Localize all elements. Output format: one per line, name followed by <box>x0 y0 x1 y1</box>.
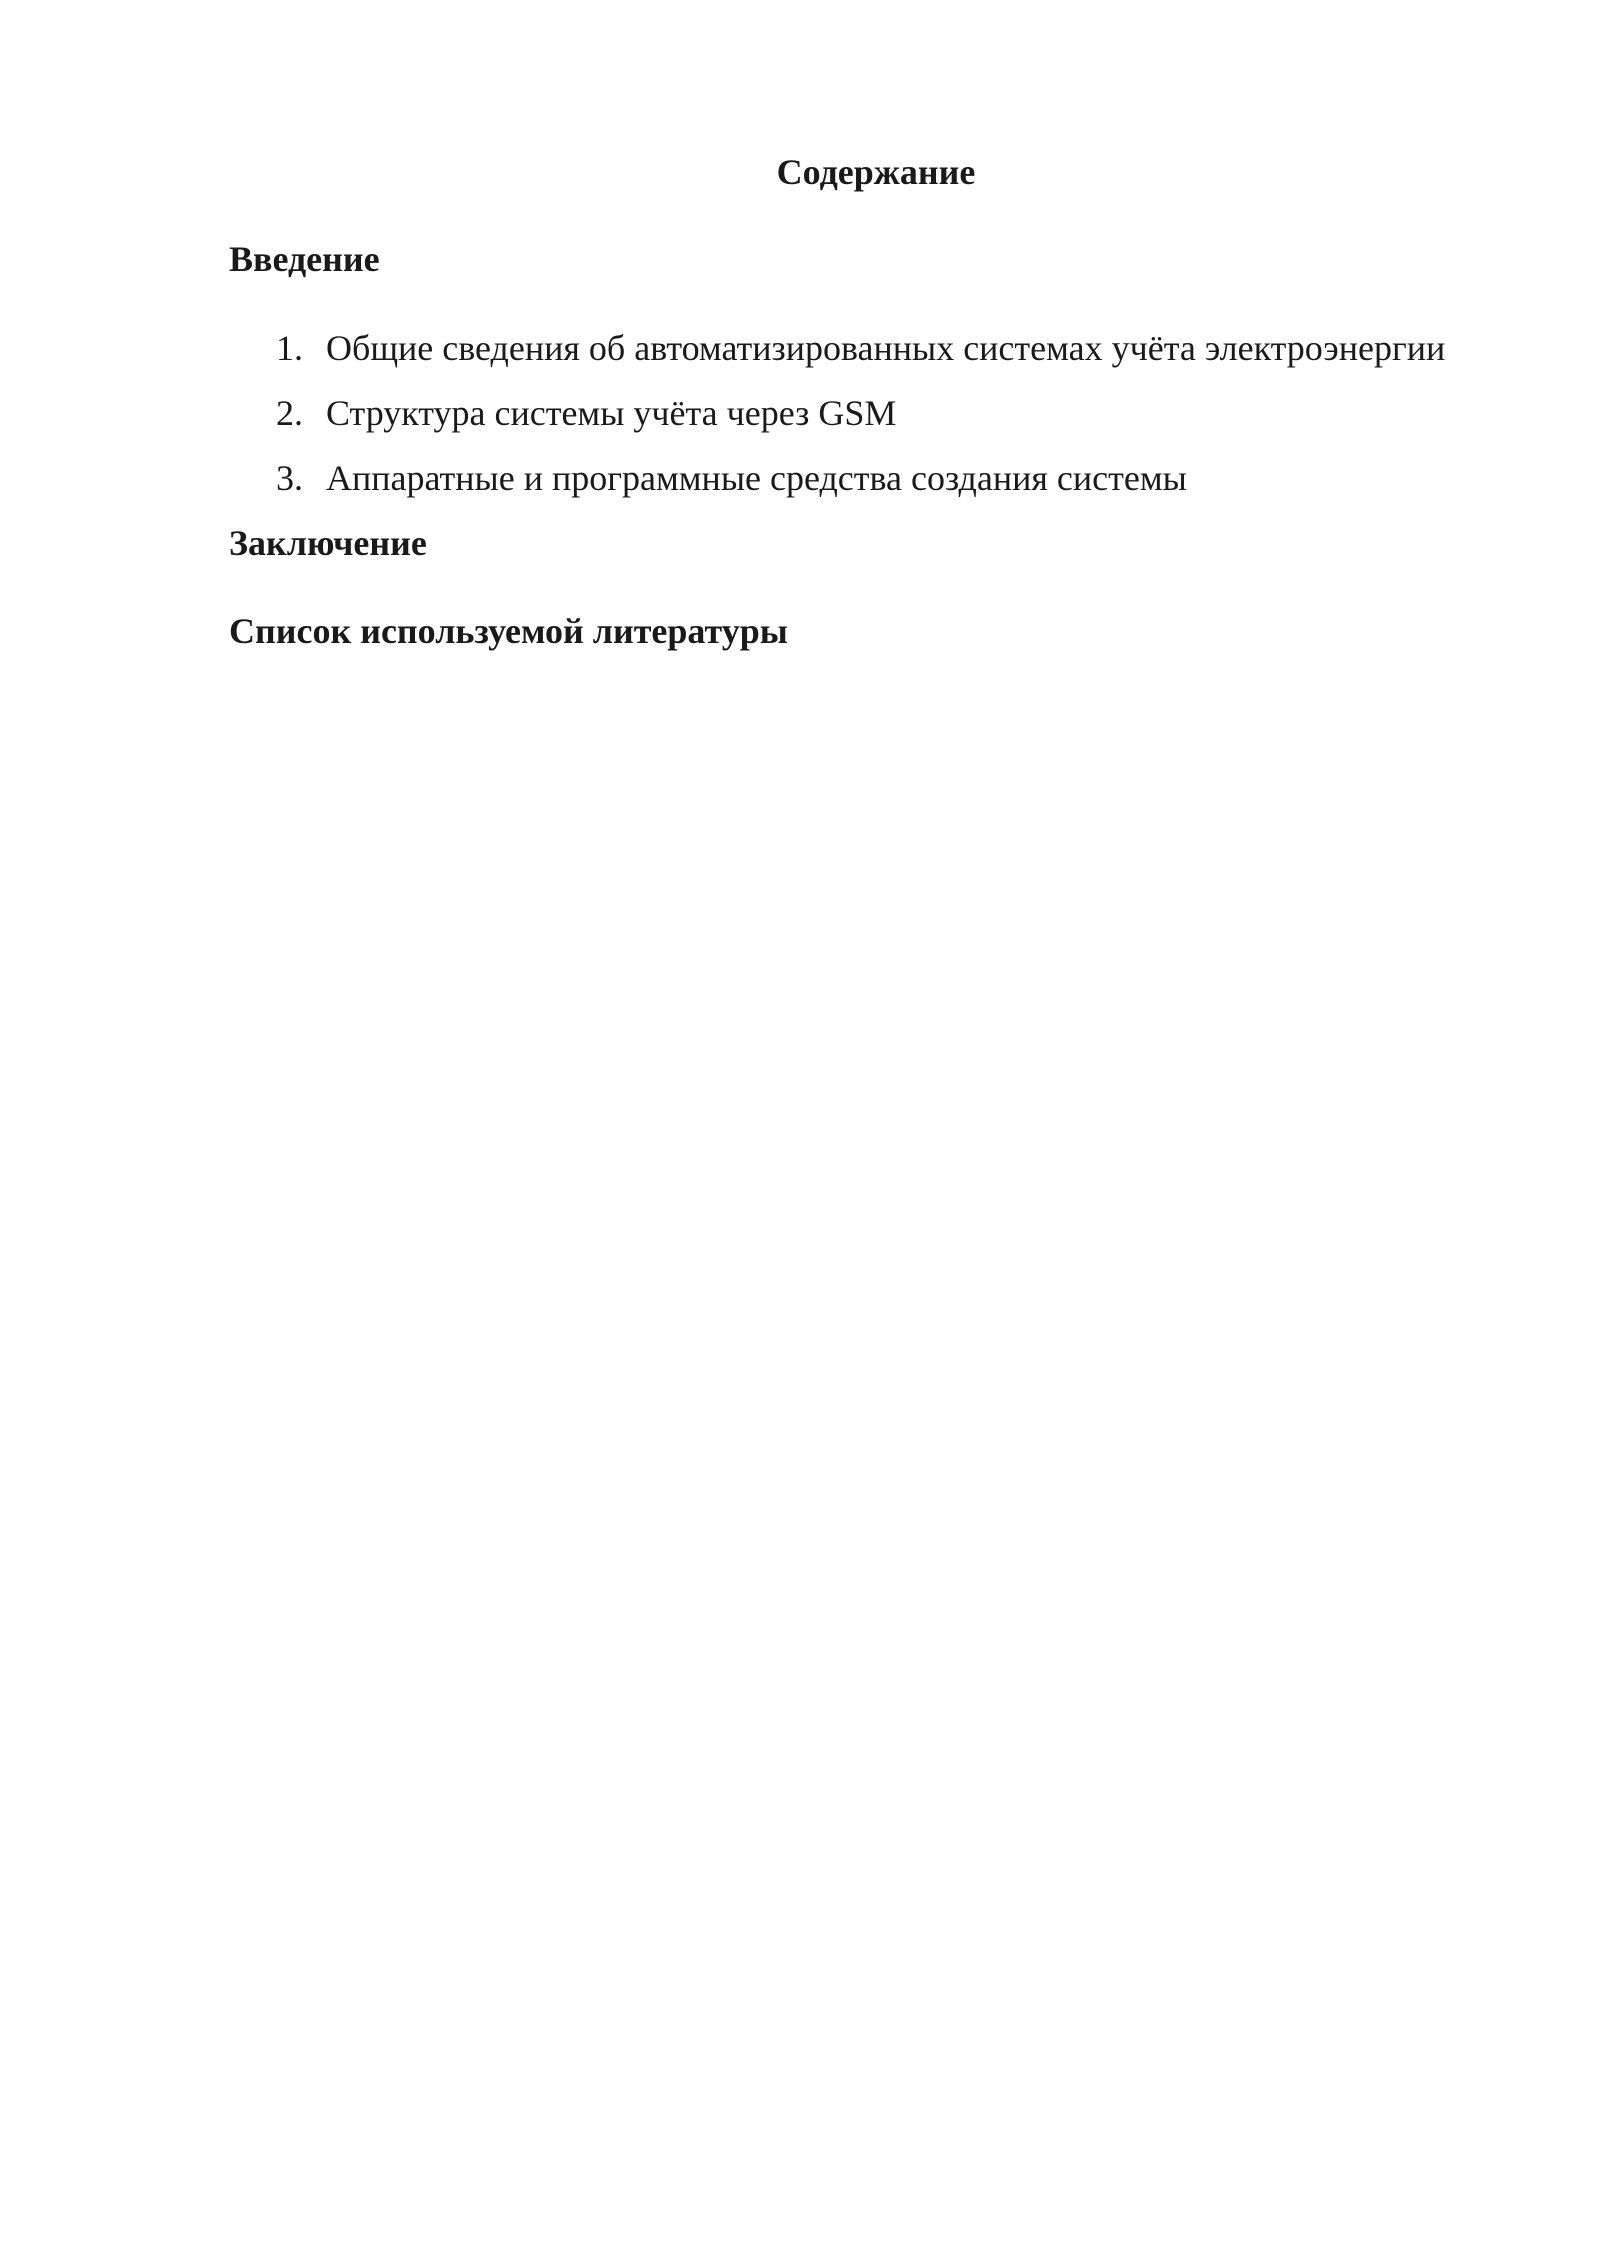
toc-item-number: 3. <box>276 458 303 498</box>
toc-item-number: 1. <box>276 328 303 368</box>
toc-heading-conclusion: Заключение <box>229 523 427 563</box>
toc-item-text: Структура системы учёта через GSM <box>326 393 897 433</box>
toc-heading-introduction: Введение <box>229 239 380 279</box>
toc-item-text: Аппаратные и программные средства создания системы <box>326 458 1187 498</box>
page-title: Содержание <box>776 152 976 192</box>
toc-item-text: Общие сведения об автоматизированных системах учёта электроэнергии <box>326 328 1446 368</box>
toc-item-number: 2. <box>276 393 303 433</box>
toc-heading-references: Список используемой литературы <box>229 611 788 651</box>
